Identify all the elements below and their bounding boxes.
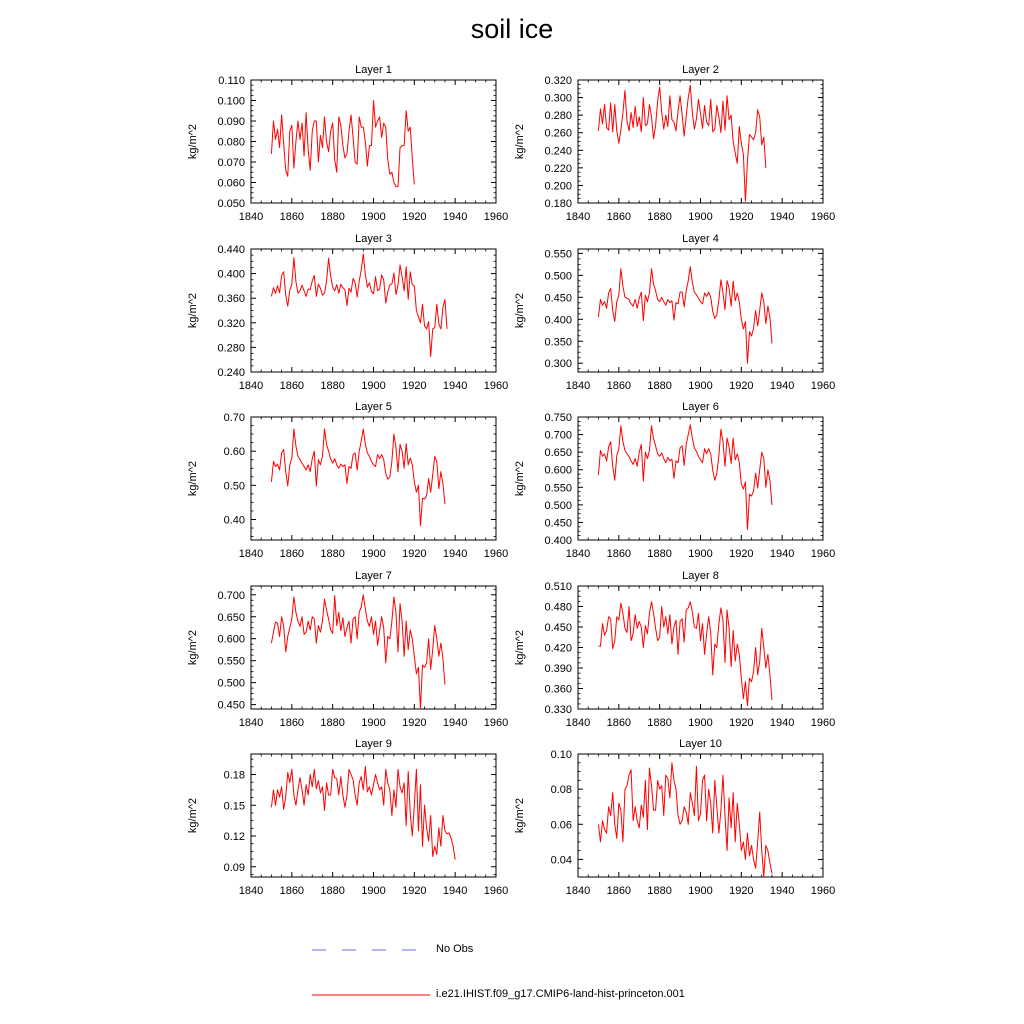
layer-2-xtick-label: 1860: [606, 211, 632, 223]
layer-10-ytick-label: 0.10: [550, 749, 572, 761]
layer-5-ytick-label: 0.60: [223, 446, 245, 459]
layer-2-ytick-label: 0.320: [544, 75, 572, 87]
layer-3-title: Layer 3: [355, 233, 392, 245]
layer-1-series-line: [271, 101, 414, 187]
layer-6-ytick-label: 0.700: [544, 429, 572, 442]
layer-9-xtick-label: 1840: [238, 885, 264, 897]
layer-3-xtick-label: 1880: [320, 380, 345, 392]
layer-2-xtick-label: 1940: [769, 211, 795, 223]
layer-10-xtick-label: 1940: [769, 885, 795, 897]
layer-4-xtick-label: 1860: [606, 380, 632, 392]
layer-10-ytick-label: 0.08: [550, 784, 572, 797]
layer-5-xtick-label: 1840: [238, 548, 264, 560]
layer-10-xtick-label: 1860: [606, 885, 632, 897]
layer-4-xtick-label: 1920: [729, 380, 754, 392]
layer-7-xtick-label: 1840: [238, 717, 264, 729]
layer-6-xtick-label: 1960: [810, 548, 836, 560]
layer-2-xtick-label: 1900: [688, 211, 713, 223]
layer-5-title: Layer 5: [355, 401, 392, 413]
layer-8-ytick-label: 0.390: [544, 663, 572, 675]
layer-6-ytick-label: 0.400: [544, 535, 572, 547]
layer-8-title: Layer 8: [682, 570, 719, 582]
layer-5-ytick-label: 0.50: [223, 480, 245, 493]
layer-9-title: Layer 9: [355, 738, 392, 750]
layer-10-xtick-label: 1840: [565, 885, 591, 897]
layer-5-xtick-label: 1880: [320, 548, 345, 560]
layer-9-xtick-label: 1880: [320, 885, 345, 897]
layer-5-series-line: [271, 429, 445, 526]
layer-2-ytick-label: 0.240: [544, 145, 572, 158]
layer-4-ytick-label: 0.450: [544, 292, 572, 305]
layer-2-ytick-label: 0.220: [544, 162, 572, 175]
layer-5-xtick-label: 1940: [442, 548, 468, 560]
layer-4-ytick-label: 0.550: [544, 248, 572, 261]
layer-2-title: Layer 2: [682, 64, 719, 76]
layer-7-ytick-label: 0.650: [217, 611, 245, 624]
layer-8-ylabel: kg/m^2: [514, 629, 526, 666]
layer-5-xtick-label: 1860: [279, 548, 305, 560]
layer-3-ytick-label: 0.280: [217, 342, 245, 355]
layer-2-xtick-label: 1880: [647, 211, 672, 223]
layer-10-xtick-label: 1900: [688, 885, 713, 897]
layer-3-ytick-label: 0.320: [217, 317, 245, 330]
layer-5-xtick-label: 1960: [483, 548, 509, 560]
layer-8-xtick-label: 1900: [688, 717, 713, 729]
layer-6-ylabel: kg/m^2: [514, 460, 526, 497]
layer-2-xtick-label: 1920: [729, 211, 754, 223]
layer-6-ytick-label: 0.650: [544, 447, 572, 460]
layer-10-ytick-label: 0.06: [550, 819, 572, 832]
layer-5-ytick-label: 0.40: [223, 514, 245, 527]
layer-6-xtick-label: 1880: [647, 548, 672, 560]
layer-9-xtick-label: 1860: [279, 885, 305, 897]
layer-1-xtick-label: 1880: [320, 211, 345, 223]
layer-1-ylabel: kg/m^2: [187, 123, 199, 160]
layer-7-ytick-label: 0.500: [217, 677, 245, 690]
layer-3-xtick-label: 1920: [402, 380, 427, 392]
layer-4-xtick-label: 1900: [688, 380, 713, 392]
layer-1-title: Layer 1: [355, 64, 392, 76]
layer-5-ylabel: kg/m^2: [187, 460, 199, 497]
layer-1-xtick-label: 1860: [279, 211, 305, 223]
layer-7-xtick-label: 1920: [402, 717, 427, 729]
legend-obs-label: No Obs: [436, 943, 474, 955]
layer-3-xtick-label: 1960: [483, 380, 509, 392]
layer-1-xtick-label: 1920: [402, 211, 427, 223]
layer-4-xtick-label: 1840: [565, 380, 591, 392]
layer-9-ytick-label: 0.18: [223, 769, 245, 782]
layer-1-xtick-label: 1840: [238, 211, 264, 223]
layer-9-ytick-label: 0.12: [223, 831, 245, 843]
layer-7-ytick-label: 0.700: [217, 589, 245, 602]
layer-2-ytick-label: 0.260: [544, 127, 572, 140]
layer-1-plot-frame: [251, 80, 496, 203]
layer-1-ytick-label: 0.070: [217, 157, 245, 169]
layer-6-title: Layer 6: [682, 401, 719, 413]
layer-1-ytick-label: 0.080: [217, 136, 245, 149]
layer-4-ylabel: kg/m^2: [514, 292, 526, 329]
layer-5-ytick-label: 0.70: [223, 412, 245, 424]
layer-5-plot-frame: [251, 417, 496, 540]
layer-6-xtick-label: 1920: [729, 548, 754, 560]
layer-2-ytick-label: 0.200: [544, 180, 572, 193]
layer-3-ylabel: kg/m^2: [187, 292, 199, 329]
layer-4-ytick-label: 0.400: [544, 314, 572, 327]
layer-9-xtick-label: 1900: [361, 885, 386, 897]
layer-3-ytick-label: 0.440: [217, 244, 245, 256]
layer-1-ytick-label: 0.090: [217, 116, 245, 128]
layer-8-series-line: [598, 602, 772, 706]
layer-2-ytick-label: 0.300: [544, 92, 572, 105]
layer-4-xtick-label: 1960: [810, 380, 836, 392]
layer-8-xtick-label: 1940: [769, 717, 795, 729]
layer-8-xtick-label: 1860: [606, 717, 632, 729]
layer-8-xtick-label: 1840: [565, 717, 591, 729]
layer-1-ytick-label: 0.100: [217, 95, 245, 108]
layer-3-xtick-label: 1940: [442, 380, 468, 392]
layer-10-title: Layer 10: [679, 738, 722, 750]
layer-7-xtick-label: 1940: [442, 717, 468, 729]
layer-7-plot-frame: [251, 586, 496, 709]
layer-3-plot-frame: [251, 249, 496, 372]
layer-8-ytick-label: 0.420: [544, 642, 572, 655]
layer-6-xtick-label: 1900: [688, 548, 713, 560]
layer-10-series-line: [598, 763, 772, 877]
layer-6-ytick-label: 0.450: [544, 517, 572, 530]
layer-8-ytick-label: 0.450: [544, 622, 572, 634]
layer-7-ylabel: kg/m^2: [187, 629, 199, 666]
layer-4-plot-frame: [578, 249, 823, 372]
layer-3-ytick-label: 0.400: [217, 268, 245, 281]
layer-6-ytick-label: 0.750: [544, 412, 572, 424]
layer-4-xtick-label: 1880: [647, 380, 672, 392]
layer-3-ytick-label: 0.360: [217, 293, 245, 306]
layer-6-xtick-label: 1840: [565, 548, 591, 560]
layer-4-ytick-label: 0.500: [544, 270, 572, 283]
layer-8-xtick-label: 1880: [647, 717, 672, 729]
layer-8-plot-frame: [578, 586, 823, 709]
layer-3-xtick-label: 1840: [238, 380, 264, 392]
layer-7-xtick-label: 1880: [320, 717, 345, 729]
layer-10-xtick-label: 1880: [647, 885, 672, 897]
layer-5-xtick-label: 1900: [361, 548, 386, 560]
layer-2-ytick-label: 0.180: [544, 198, 572, 210]
layer-2-plot-frame: [578, 80, 823, 203]
layer-10-ytick-label: 0.04: [550, 854, 572, 867]
layer-4-series-line: [598, 267, 772, 364]
layer-3-xtick-label: 1860: [279, 380, 305, 392]
layer-3-series-line: [271, 254, 447, 357]
layer-8-ytick-label: 0.480: [544, 601, 572, 614]
layer-7-xtick-label: 1960: [483, 717, 509, 729]
layer-6-xtick-label: 1860: [606, 548, 632, 560]
layer-8-xtick-label: 1960: [810, 717, 836, 729]
layer-1-xtick-label: 1960: [483, 211, 509, 223]
layer-8-ytick-label: 0.510: [544, 581, 572, 593]
layer-2-xtick-label: 1840: [565, 211, 591, 223]
layer-4-xtick-label: 1940: [769, 380, 795, 392]
layer-2-series-line: [598, 85, 765, 201]
figure-title: soil ice: [470, 14, 554, 44]
layer-6-ytick-label: 0.500: [544, 499, 572, 512]
layer-9-xtick-label: 1960: [483, 885, 509, 897]
layer-6-xtick-label: 1940: [769, 548, 795, 560]
layer-10-ylabel: kg/m^2: [514, 797, 526, 834]
layer-9-ylabel: kg/m^2: [187, 797, 199, 834]
layer-10-xtick-label: 1920: [729, 885, 754, 897]
layer-3-xtick-label: 1900: [361, 380, 386, 392]
layer-1-xtick-label: 1940: [442, 211, 468, 223]
legend-model-label: i.e21.IHIST.f09_g17.CMIP6-land-hist-princeton.001: [436, 988, 685, 1000]
layer-7-xtick-label: 1900: [361, 717, 386, 729]
layer-9-xtick-label: 1940: [442, 885, 468, 897]
layer-8-ytick-label: 0.360: [544, 683, 572, 696]
layer-9-ytick-label: 0.09: [223, 861, 245, 874]
layer-9-ytick-label: 0.15: [223, 800, 245, 813]
layer-7-title: Layer 7: [355, 570, 392, 582]
layer-6-ytick-label: 0.550: [544, 482, 572, 495]
layer-1-ytick-label: 0.110: [218, 75, 245, 87]
layer-8-xtick-label: 1920: [729, 717, 754, 729]
layer-1-ytick-label: 0.060: [217, 177, 245, 190]
layer-4-ytick-label: 0.300: [544, 358, 572, 371]
layer-2-xtick-label: 1960: [810, 211, 836, 223]
layer-9-series-line: [271, 766, 455, 859]
layer-7-series-line: [271, 595, 445, 709]
layer-8-ytick-label: 0.330: [544, 704, 572, 716]
layer-10-xtick-label: 1960: [810, 885, 836, 897]
layer-2-ylabel: kg/m^2: [514, 123, 526, 160]
layer-3-ytick-label: 0.240: [217, 367, 245, 379]
layer-5-xtick-label: 1920: [402, 548, 427, 560]
layer-6-series-line: [598, 425, 772, 530]
layer-7-ytick-label: 0.600: [217, 633, 245, 646]
layer-4-ytick-label: 0.350: [544, 336, 572, 349]
layer-2-ytick-label: 0.280: [544, 110, 572, 123]
layer-6-ytick-label: 0.600: [544, 464, 572, 477]
layer-1-xtick-label: 1900: [361, 211, 386, 223]
layer-9-xtick-label: 1920: [402, 885, 427, 897]
layer-4-title: Layer 4: [682, 233, 719, 245]
layer-1-ytick-label: 0.050: [217, 198, 245, 210]
layer-7-ytick-label: 0.450: [217, 699, 245, 712]
layer-7-ytick-label: 0.550: [217, 655, 245, 668]
layer-7-xtick-label: 1860: [279, 717, 305, 729]
